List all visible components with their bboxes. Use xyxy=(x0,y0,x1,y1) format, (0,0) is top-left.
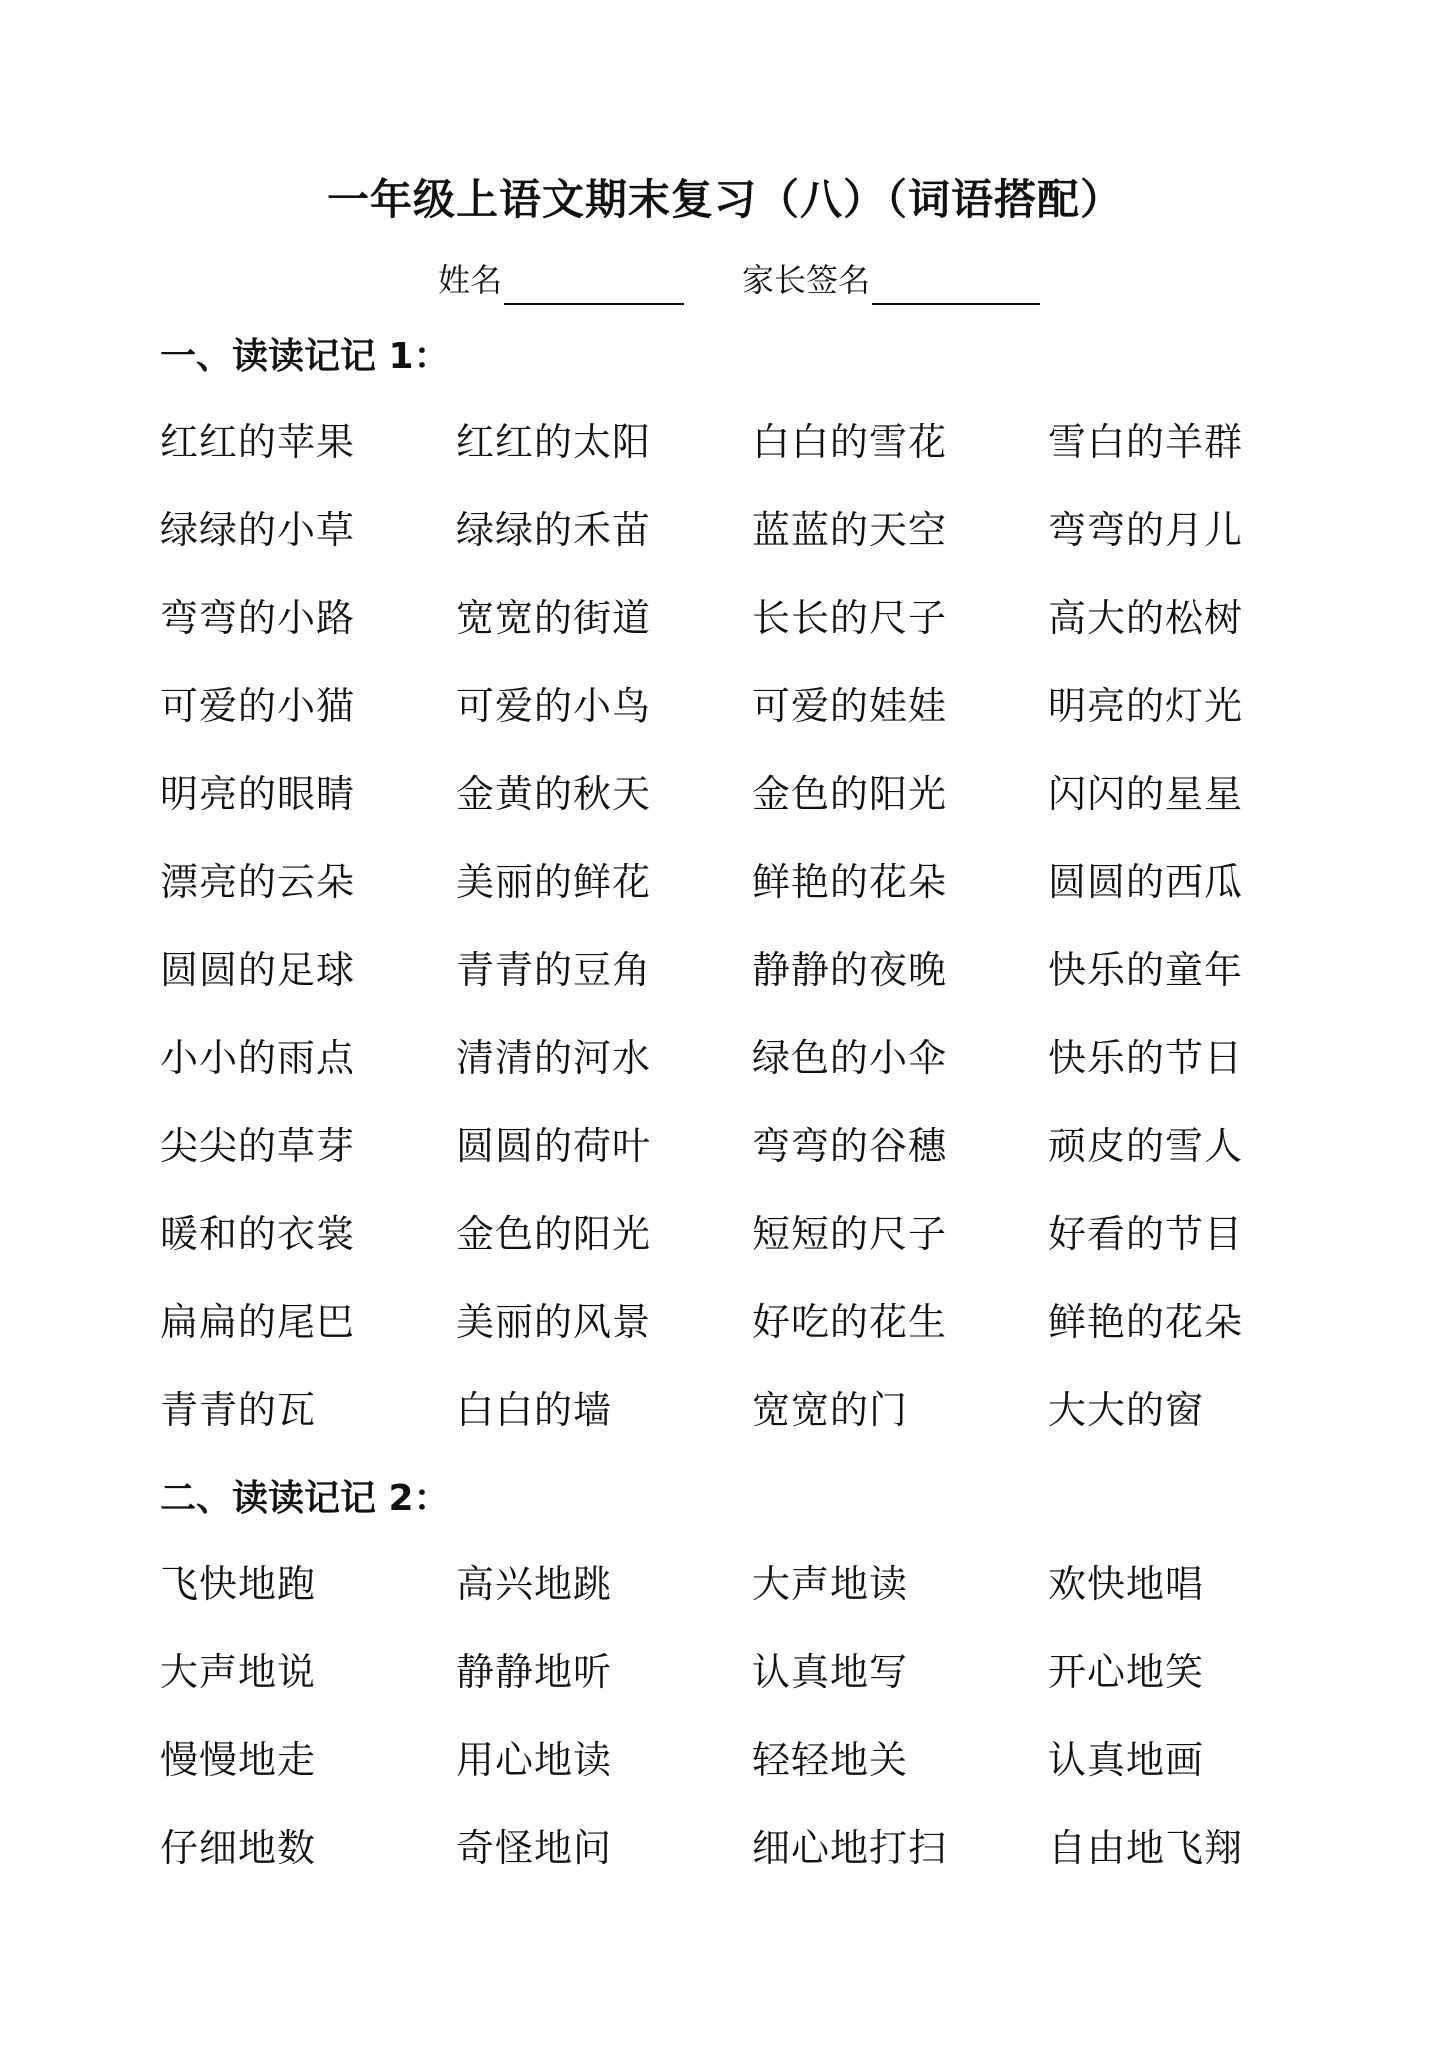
word-phrase: 大大的窗 xyxy=(1048,1388,1205,1432)
word-phrase: 宽宽的街道 xyxy=(456,596,652,640)
word-phrase: 金黄的秋天 xyxy=(456,772,652,816)
word-phrase: 好吃的花生 xyxy=(752,1300,948,1344)
word-phrase: 弯弯的谷穗 xyxy=(752,1124,948,1168)
word-phrase: 用心地读 xyxy=(456,1738,613,1782)
word-phrase: 仔细地数 xyxy=(160,1826,317,1870)
word-phrase: 弯弯的小路 xyxy=(160,596,356,640)
word-phrase: 圆圆的荷叶 xyxy=(456,1124,652,1168)
section-2-word-grid xyxy=(160,1540,1340,1892)
word-phrase: 白白的雪花 xyxy=(752,420,948,464)
word-phrase: 金色的阳光 xyxy=(456,1212,652,1256)
word-phrase: 雪白的羊群 xyxy=(1048,420,1244,464)
word-phrase: 圆圆的足球 xyxy=(160,948,356,992)
word-phrase: 轻轻地关 xyxy=(752,1738,909,1782)
word-phrase: 可爱的小鸟 xyxy=(456,684,652,728)
word-phrase: 绿绿的禾苗 xyxy=(456,508,652,552)
word-phrase: 快乐的节日 xyxy=(1048,1036,1244,1080)
word-phrase: 鲜艳的花朵 xyxy=(752,860,948,904)
word-phrase: 短短的尺子 xyxy=(752,1212,948,1256)
word-phrase: 慢慢地走 xyxy=(160,1738,317,1782)
word-phrase: 飞快地跑 xyxy=(160,1562,317,1606)
word-phrase: 红红的太阳 xyxy=(456,420,652,464)
word-phrase: 青青的豆角 xyxy=(456,948,652,992)
word-phrase: 奇怪地问 xyxy=(456,1826,613,1870)
word-phrase: 明亮的眼睛 xyxy=(160,772,356,816)
word-phrase: 快乐的童年 xyxy=(1048,948,1244,992)
word-phrase: 静静的夜晚 xyxy=(752,948,948,992)
signature-row xyxy=(0,255,1450,305)
word-phrase: 蓝蓝的天空 xyxy=(752,508,948,552)
word-phrase: 认真地画 xyxy=(1048,1738,1205,1782)
word-phrase: 小小的雨点 xyxy=(160,1036,356,1080)
word-phrase: 宽宽的门 xyxy=(752,1388,909,1432)
parent-signature-blank-line xyxy=(872,263,1040,305)
word-phrase: 清清的河水 xyxy=(456,1036,652,1080)
word-phrase: 自由地飞翔 xyxy=(1048,1826,1244,1870)
word-phrase: 高兴地跳 xyxy=(456,1562,613,1606)
word-phrase: 可爱的小猫 xyxy=(160,684,356,728)
word-phrase: 美丽的风景 xyxy=(456,1300,652,1344)
section-2-heading: 二、读读记记 2： xyxy=(160,1478,450,1519)
word-phrase: 大声地读 xyxy=(752,1562,909,1606)
word-phrase: 欢快地唱 xyxy=(1048,1562,1205,1606)
word-phrase: 美丽的鲜花 xyxy=(456,860,652,904)
word-phrase: 扁扁的尾巴 xyxy=(160,1300,356,1344)
word-phrase: 金色的阳光 xyxy=(752,772,948,816)
word-phrase: 白白的墙 xyxy=(456,1388,613,1432)
word-phrase: 绿绿的小草 xyxy=(160,508,356,552)
word-phrase: 大声地说 xyxy=(160,1650,317,1694)
word-phrase: 细心地打扫 xyxy=(752,1826,948,1870)
word-phrase: 静静地听 xyxy=(456,1650,613,1694)
word-phrase: 开心地笑 xyxy=(1048,1650,1205,1694)
word-phrase: 认真地写 xyxy=(752,1650,909,1694)
parent-signature-field xyxy=(742,255,1040,305)
word-phrase: 鲜艳的花朵 xyxy=(1048,1300,1244,1344)
word-phrase: 红红的苹果 xyxy=(160,420,356,464)
word-phrase: 暖和的衣裳 xyxy=(160,1212,356,1256)
word-phrase: 高大的松树 xyxy=(1048,596,1244,640)
word-phrase: 顽皮的雪人 xyxy=(1048,1124,1244,1168)
parent-signature-label: 家长签名 xyxy=(742,261,871,299)
section-1-heading: 一、读读记记 1： xyxy=(160,336,450,377)
name-label: 姓名 xyxy=(438,261,503,299)
word-phrase: 好看的节目 xyxy=(1048,1212,1244,1256)
section-1-word-grid xyxy=(160,398,1340,1454)
word-phrase: 长长的尺子 xyxy=(752,596,948,640)
word-phrase: 绿色的小伞 xyxy=(752,1036,948,1080)
name-field xyxy=(438,255,684,305)
word-phrase: 明亮的灯光 xyxy=(1048,684,1244,728)
word-phrase: 弯弯的月儿 xyxy=(1048,508,1244,552)
word-phrase: 漂亮的云朵 xyxy=(160,860,356,904)
word-phrase: 圆圆的西瓜 xyxy=(1048,860,1244,904)
word-phrase: 可爱的娃娃 xyxy=(752,684,948,728)
page-title: 一年级上语文期末复习（八）（词语搭配） xyxy=(326,175,1123,224)
word-phrase: 尖尖的草芽 xyxy=(160,1124,356,1168)
word-phrase: 闪闪的星星 xyxy=(1048,772,1244,816)
word-phrase: 青青的瓦 xyxy=(160,1388,317,1432)
name-blank-line xyxy=(504,263,684,305)
